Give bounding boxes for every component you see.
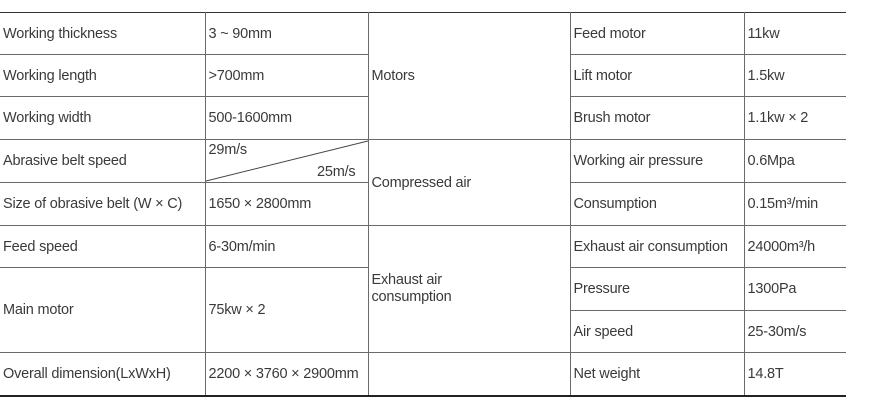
table-row xyxy=(0,226,846,268)
spec-value: >700mm xyxy=(205,55,368,97)
table-row xyxy=(0,140,846,183)
param-value: 0.15m³/min xyxy=(744,183,846,226)
group-label-line-1: Exhaust air xyxy=(371,272,442,288)
split-value-cell xyxy=(205,140,368,183)
param-label: Lift motor xyxy=(570,55,744,97)
value-bottom: 25m/s xyxy=(317,164,356,180)
spec-value: 500-1600mm xyxy=(205,97,368,140)
spec-label: Size of obrasive belt (W × C) xyxy=(0,183,205,226)
param-value: 1.5kw xyxy=(744,55,846,97)
param-value: 11kw xyxy=(744,13,846,55)
param-label: Consumption xyxy=(570,183,744,226)
table-row xyxy=(0,13,846,55)
param-value: 25-30m/s xyxy=(744,311,846,353)
spec-value: 2200 × 3760 × 2900mm xyxy=(205,353,368,396)
diagonal-split xyxy=(206,140,368,182)
group-label-compressed-air xyxy=(368,140,570,226)
group-label-motors xyxy=(368,13,570,140)
spec-label: Main motor xyxy=(0,268,205,353)
spec-value: 1650 × 2800mm xyxy=(205,183,368,226)
group-label-text: Motors xyxy=(371,68,415,84)
param-value: 1300Pa xyxy=(744,268,846,311)
param-label: Brush motor xyxy=(570,97,744,140)
spec-label: Working width xyxy=(0,97,205,140)
param-value: 14.8T xyxy=(744,353,846,396)
param-value: 1.1kw × 2 xyxy=(744,97,846,140)
group-label-text xyxy=(372,272,570,306)
param-label: Exhaust air consumption xyxy=(570,226,744,268)
param-label: Pressure xyxy=(570,268,744,311)
param-value: 0.6Mpa xyxy=(744,140,846,183)
spec-label: Feed speed xyxy=(0,226,205,268)
spec-label: Abrasive belt speed xyxy=(0,140,205,183)
param-label: Feed motor xyxy=(570,13,744,55)
spec-label: Overall dimension(LxWxH) xyxy=(0,353,205,396)
spec-label: Working length xyxy=(0,55,205,97)
group-label-exhaust-air xyxy=(368,226,570,353)
empty-cell xyxy=(368,353,570,396)
spec-table xyxy=(0,12,846,397)
param-label: Air speed xyxy=(570,311,744,353)
spec-value: 75kw × 2 xyxy=(205,268,368,353)
group-label-text: Compressed air xyxy=(371,174,472,191)
param-label: Working air pressure xyxy=(570,140,744,183)
value-top: 29m/s xyxy=(208,142,247,158)
param-label: Net weight xyxy=(570,353,744,396)
spec-value: 3 ~ 90mm xyxy=(205,13,368,55)
group-label-line-2: consumption xyxy=(371,289,452,305)
param-value: 24000m³/h xyxy=(744,226,846,268)
spec-label: Working thickness xyxy=(0,13,205,55)
table-row xyxy=(0,353,846,396)
spec-value: 6-30m/min xyxy=(205,226,368,268)
